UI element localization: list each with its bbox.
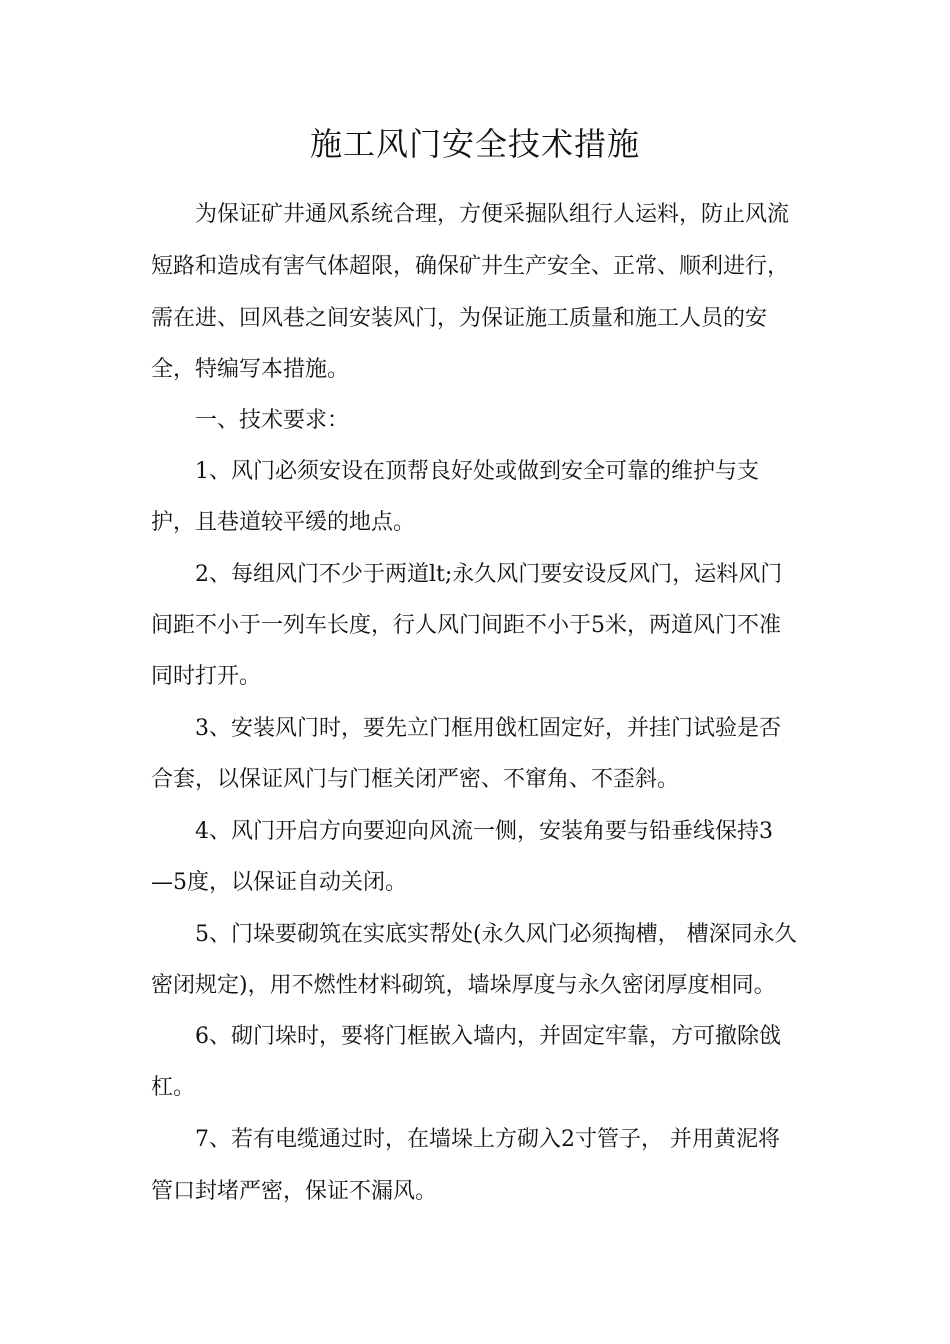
paragraph-line: 需在进、回风巷之间安装风门，为保证施工质量和施工人员的安 (151, 306, 768, 331)
paragraph-line: 7、若有电缆通过时，在墙垛上方砌入2寸管子， 并用黄泥将 (195, 1127, 780, 1152)
page-title: 施工风门安全技术措施 (309, 125, 640, 163)
paragraph-line: 全，特编写本措施。 (151, 357, 350, 382)
paragraph-line: 1、风门必须安设在顶帮良好处或做到安全可靠的维护与支 (195, 459, 759, 484)
paragraph-line: 护，且巷道较平缓的地点。 (151, 510, 416, 535)
paragraph-line: 杠。 (151, 1075, 196, 1100)
paragraph-line: 间距不小于一列车长度，行人风门间距不小于5米，两道风门不准 (151, 613, 781, 638)
paragraph-line: 短路和造成有害气体超限，确保矿井生产安全、正常、顺利进行， (151, 254, 790, 279)
paragraph-line: 密闭规定)，用不燃性材料砌筑，墙垛厚度与永久密闭厚度相同。 (151, 973, 776, 998)
paragraph-line: —5度，以保证自动关闭。 (151, 870, 407, 895)
paragraph-line: 为保证矿井通风系统合理，方便采掘队组行人运料，防止风流 (195, 202, 790, 227)
paragraph-line: 4、风门开启方向要迎向风流一侧，安装角要与铅垂线保持3 (195, 819, 773, 844)
paragraph-line: 2、每组风门不少于两道lt;永久风门要安设反风门，运料风门 (195, 562, 783, 587)
paragraph-line: 同时打开。 (151, 664, 262, 689)
paragraph-line: 3、安装风门时，要先立门框用戗杠固定好，并挂门试验是否 (195, 716, 781, 741)
section-heading: 一、技术要求： (195, 408, 350, 433)
paragraph-line: 5、门垛要砌筑在实底实帮处(永久风门必须掏槽， 槽深同永久 (195, 922, 797, 947)
paragraph-line: 合套，以保证风门与门框关闭严密、不窜角、不歪斜。 (151, 767, 680, 792)
paragraph-line: 6、砌门垛时，要将门框嵌入墙内，并固定牢靠，方可撤除戗 (195, 1024, 781, 1049)
paragraph-line: 管口封堵严密，保证不漏风。 (151, 1179, 438, 1204)
